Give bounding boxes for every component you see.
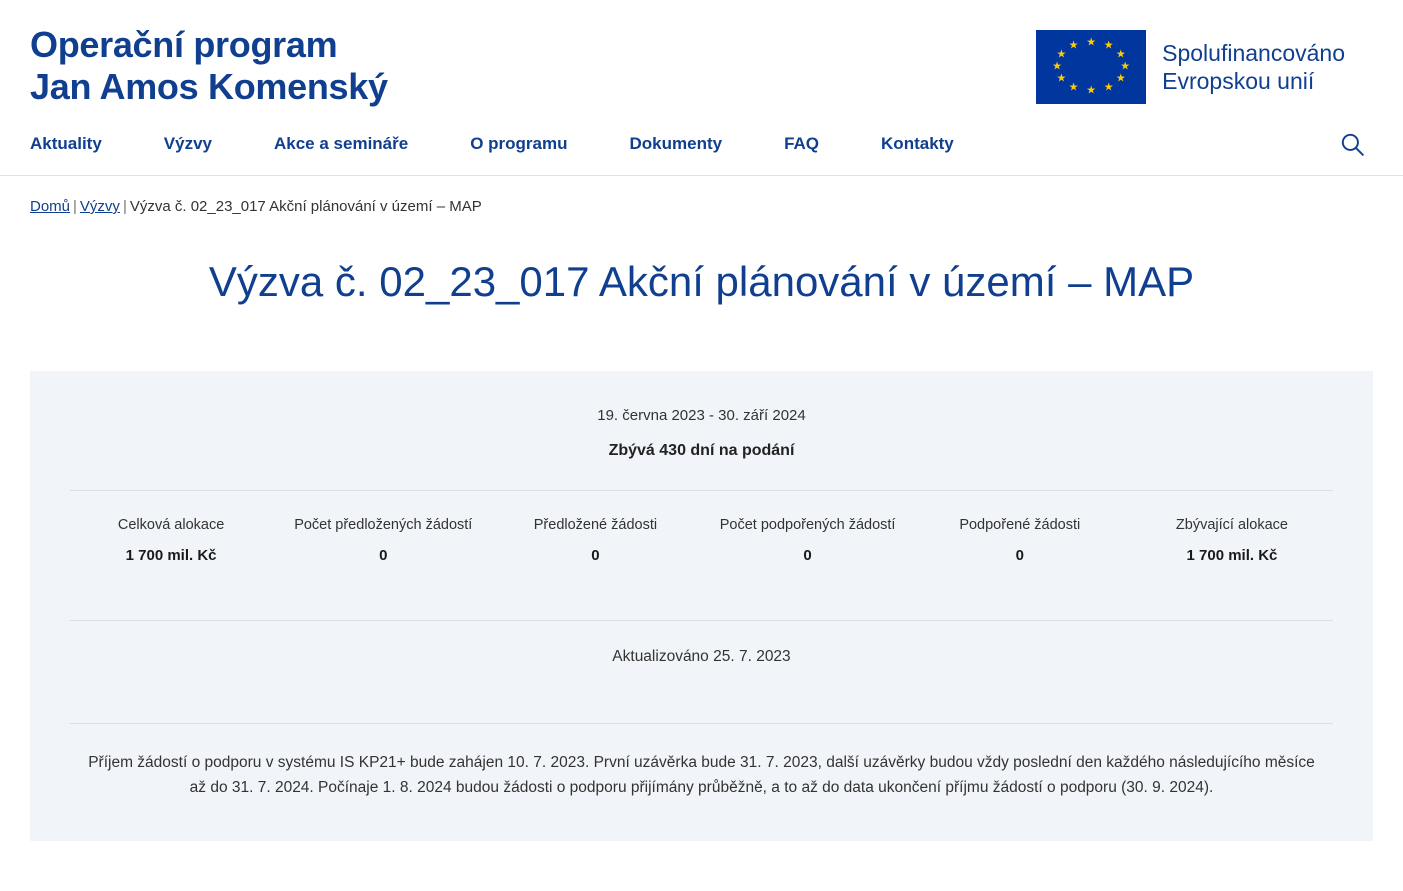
stat-celkova-alokace bbox=[70, 517, 272, 564]
stat-predlozene-zadosti bbox=[494, 517, 696, 564]
breadcrumb bbox=[0, 176, 1403, 215]
nav-item-faq[interactable]: FAQ bbox=[784, 133, 820, 153]
stat-label: Počet podpořených žádostí bbox=[719, 517, 896, 534]
site-logo[interactable] bbox=[30, 24, 388, 109]
stat-label: Podpořené žádosti bbox=[959, 517, 1081, 534]
nav-item-akce-a-seminare[interactable]: Akce a semináře bbox=[274, 133, 409, 153]
eu-cofunding-badge bbox=[1036, 30, 1345, 104]
eu-text-line-1: Spolufinancováno bbox=[1162, 39, 1345, 66]
stat-label: Počet předložených žádostí bbox=[294, 517, 473, 534]
nav-item-o-programu[interactable]: O programu bbox=[470, 133, 568, 153]
breadcrumb-current: Výzva č. 02_23_017 Akční plánování v území – MAP bbox=[129, 197, 482, 215]
site-header bbox=[0, 0, 1403, 109]
stat-pocet-podporenych-zadosti bbox=[707, 517, 909, 564]
stat-label: Celková alokace bbox=[117, 517, 225, 534]
nav-item-aktuality[interactable]: Aktuality bbox=[30, 133, 102, 153]
stat-podporene-zadosti bbox=[919, 517, 1121, 564]
call-note-text: Příjem žádostí o podporu v systému IS KP21+ bude zahájen 10. 7. 2023. První uzávěrka bude 31. 7. 2023, další uzávěrky budou vždy poslední den každého následujícího měsíce až do 31. 7. 2024. Počínaje 1. 8. 2024 budou žádosti o podporu přijímány průběžně, a to až do data ukončení příjmu žádostí o podporu (30. 9. 2024). bbox=[88, 754, 1315, 797]
stat-value: 1 700 mil. Kč bbox=[1186, 547, 1278, 565]
stat-value: 0 bbox=[1015, 547, 1024, 565]
stat-zbyvajici-alokace bbox=[1131, 517, 1333, 564]
eu-flag-icon: ★ ★ ★ ★ ★ ★ ★ ★ ★ ★ ★ ★ bbox=[1036, 30, 1146, 104]
nav-item-dokumenty[interactable]: Dokumenty bbox=[629, 133, 723, 153]
nav-item-vyzvy[interactable]: Výzvy bbox=[163, 133, 212, 153]
search-icon[interactable] bbox=[1339, 131, 1365, 157]
breadcrumb-vyzvy[interactable]: Výzvy bbox=[79, 197, 120, 215]
stat-value: 0 bbox=[803, 547, 812, 565]
brand-line-2: Jan Amos Komenský bbox=[30, 66, 388, 108]
breadcrumb-separator-2: | bbox=[122, 197, 127, 215]
stat-value: 1 700 mil. Kč bbox=[125, 547, 217, 565]
days-remaining-text: Zbývá 430 dní na podání bbox=[608, 442, 795, 460]
stat-value: 0 bbox=[379, 547, 388, 565]
breadcrumb-home[interactable]: Domů bbox=[30, 197, 71, 215]
eu-cofunding-text bbox=[1162, 39, 1345, 95]
stat-value: 0 bbox=[591, 547, 600, 565]
call-date-range: 19. června 2023 - 30. září 2024 bbox=[597, 407, 806, 425]
breadcrumb-separator-1: | bbox=[73, 197, 77, 215]
eu-text-line-2: Evropskou unií bbox=[1162, 68, 1315, 94]
brand-line-1: Operační program bbox=[30, 24, 338, 65]
stat-label: Předložené žádosti bbox=[533, 517, 658, 534]
call-info-panel bbox=[30, 371, 1373, 840]
main-navigation bbox=[0, 131, 1403, 176]
statistics-row bbox=[70, 491, 1333, 590]
nav-item-kontakty[interactable]: Kontakty bbox=[881, 133, 954, 153]
page-title: Výzva č. 02_23_017 Akční plánování v území – MAP bbox=[208, 257, 1195, 305]
last-updated-text: Aktualizováno 25. 7. 2023 bbox=[612, 648, 791, 666]
stat-pocet-predlozenych-zadosti bbox=[282, 517, 484, 564]
stat-label: Zbývající alokace bbox=[1175, 517, 1288, 534]
